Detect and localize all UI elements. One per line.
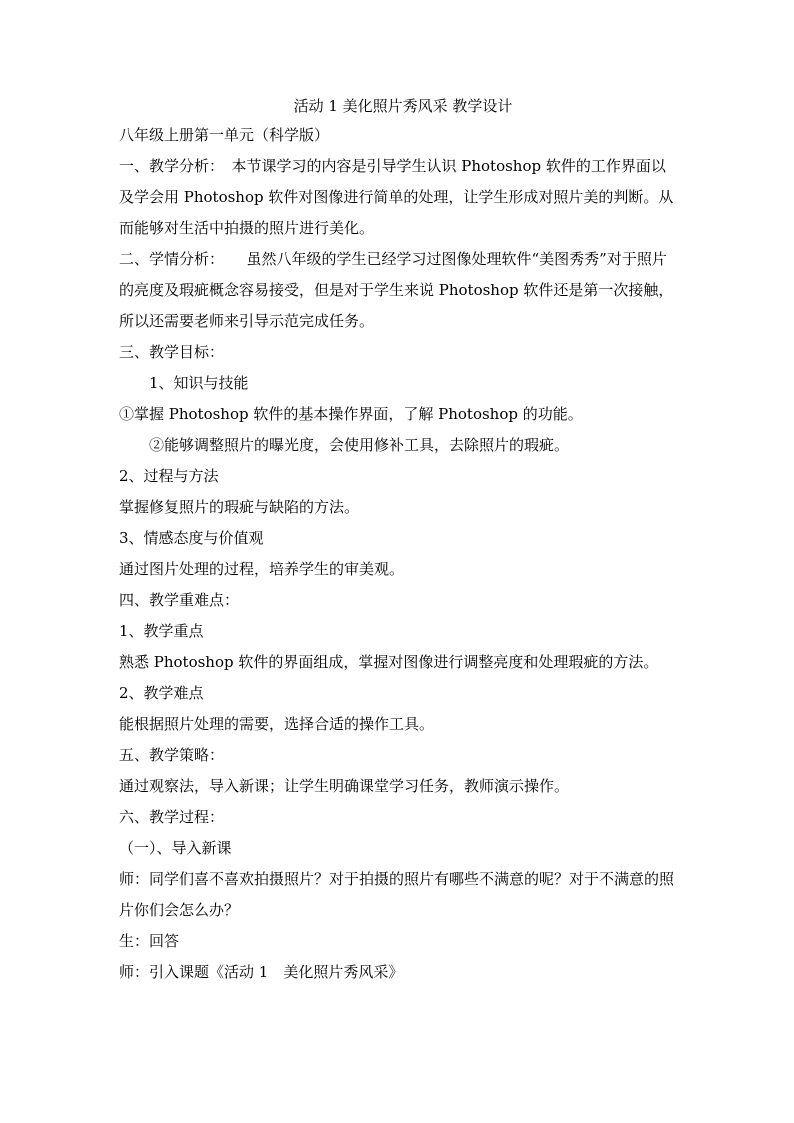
document-title: 活动 1 美化照片秀风采 教学设计 — [293, 97, 513, 115]
key-point-heading: 1、教学重点 — [119, 622, 204, 640]
difficult-point-heading: 2、教学难点 — [119, 684, 204, 702]
goal-attitude-text: 通过图片处理的过程，培养学生的审美观。 — [119, 560, 405, 578]
document-subtitle: 八年级上册第一单元（科学版） — [119, 126, 330, 144]
section-student-analysis: 二、学情分析： 虽然八年级的学生已经学习过图像处理软件“美图秀秀”对于照片的亮度及瑕疵概念容易接受，但是对于学生来说 Photoshop 软件还是第一次接触，所以还需要老师来引导示范完成任务。 — [119, 250, 674, 330]
teacher-line-1: 师：同学们喜不喜欢拍摄照片？对于拍摄的照片有哪些不满意的呢？对于不满意的照片你们会怎么办？ — [119, 870, 675, 919]
goal-knowledge-item-1: ①掌握 Photoshop 软件的基本操作界面，了解 Photoshop 的功能。 — [119, 405, 583, 423]
section-key-points-heading: 四、教学重难点： — [119, 591, 240, 609]
process-intro-heading: （一）、导入新课 — [119, 839, 232, 857]
teacher-line-2: 师：引入课题《活动 1 美化照片秀风采》 — [119, 963, 404, 981]
section-process-heading: 六、教学过程： — [119, 808, 225, 826]
section-goals-heading: 三、教学目标： — [119, 343, 225, 361]
strategy-text: 通过观察法，导入新课；让学生明确课堂学习任务，教师演示操作。 — [119, 777, 570, 795]
section-teaching-analysis: 一、教学分析： 本节课学习的内容是引导学生认识 Photoshop 软件的工作界面以及学会用 Photoshop 软件对图像进行简单的处理，让学生形成对照片美的判断。从而能够对生活中拍摄的照片进行美化。 — [119, 157, 674, 237]
goal-process-text: 掌握修复照片的瑕疵与缺陷的方法。 — [119, 498, 360, 516]
section-strategy-heading: 五、教学策略： — [119, 746, 225, 764]
difficult-point-text: 能根据照片处理的需要，选择合适的操作工具。 — [119, 715, 435, 733]
goal-knowledge-item-2: ②能够调整照片的曝光度，会使用修补工具，去除照片的瑕疵。 — [149, 436, 570, 454]
document-body — [119, 94, 675, 988]
key-point-text: 熟悉 Photoshop 软件的界面组成，掌握对图像进行调整亮度和处理瑕疵的方法。 — [119, 653, 659, 671]
goal-knowledge-heading: 1、知识与技能 — [149, 374, 249, 392]
goal-process-heading: 2、过程与方法 — [119, 467, 219, 485]
goal-attitude-heading: 3、情感态度与价值观 — [119, 529, 264, 547]
student-line-1: 生：回答 — [119, 932, 180, 950]
